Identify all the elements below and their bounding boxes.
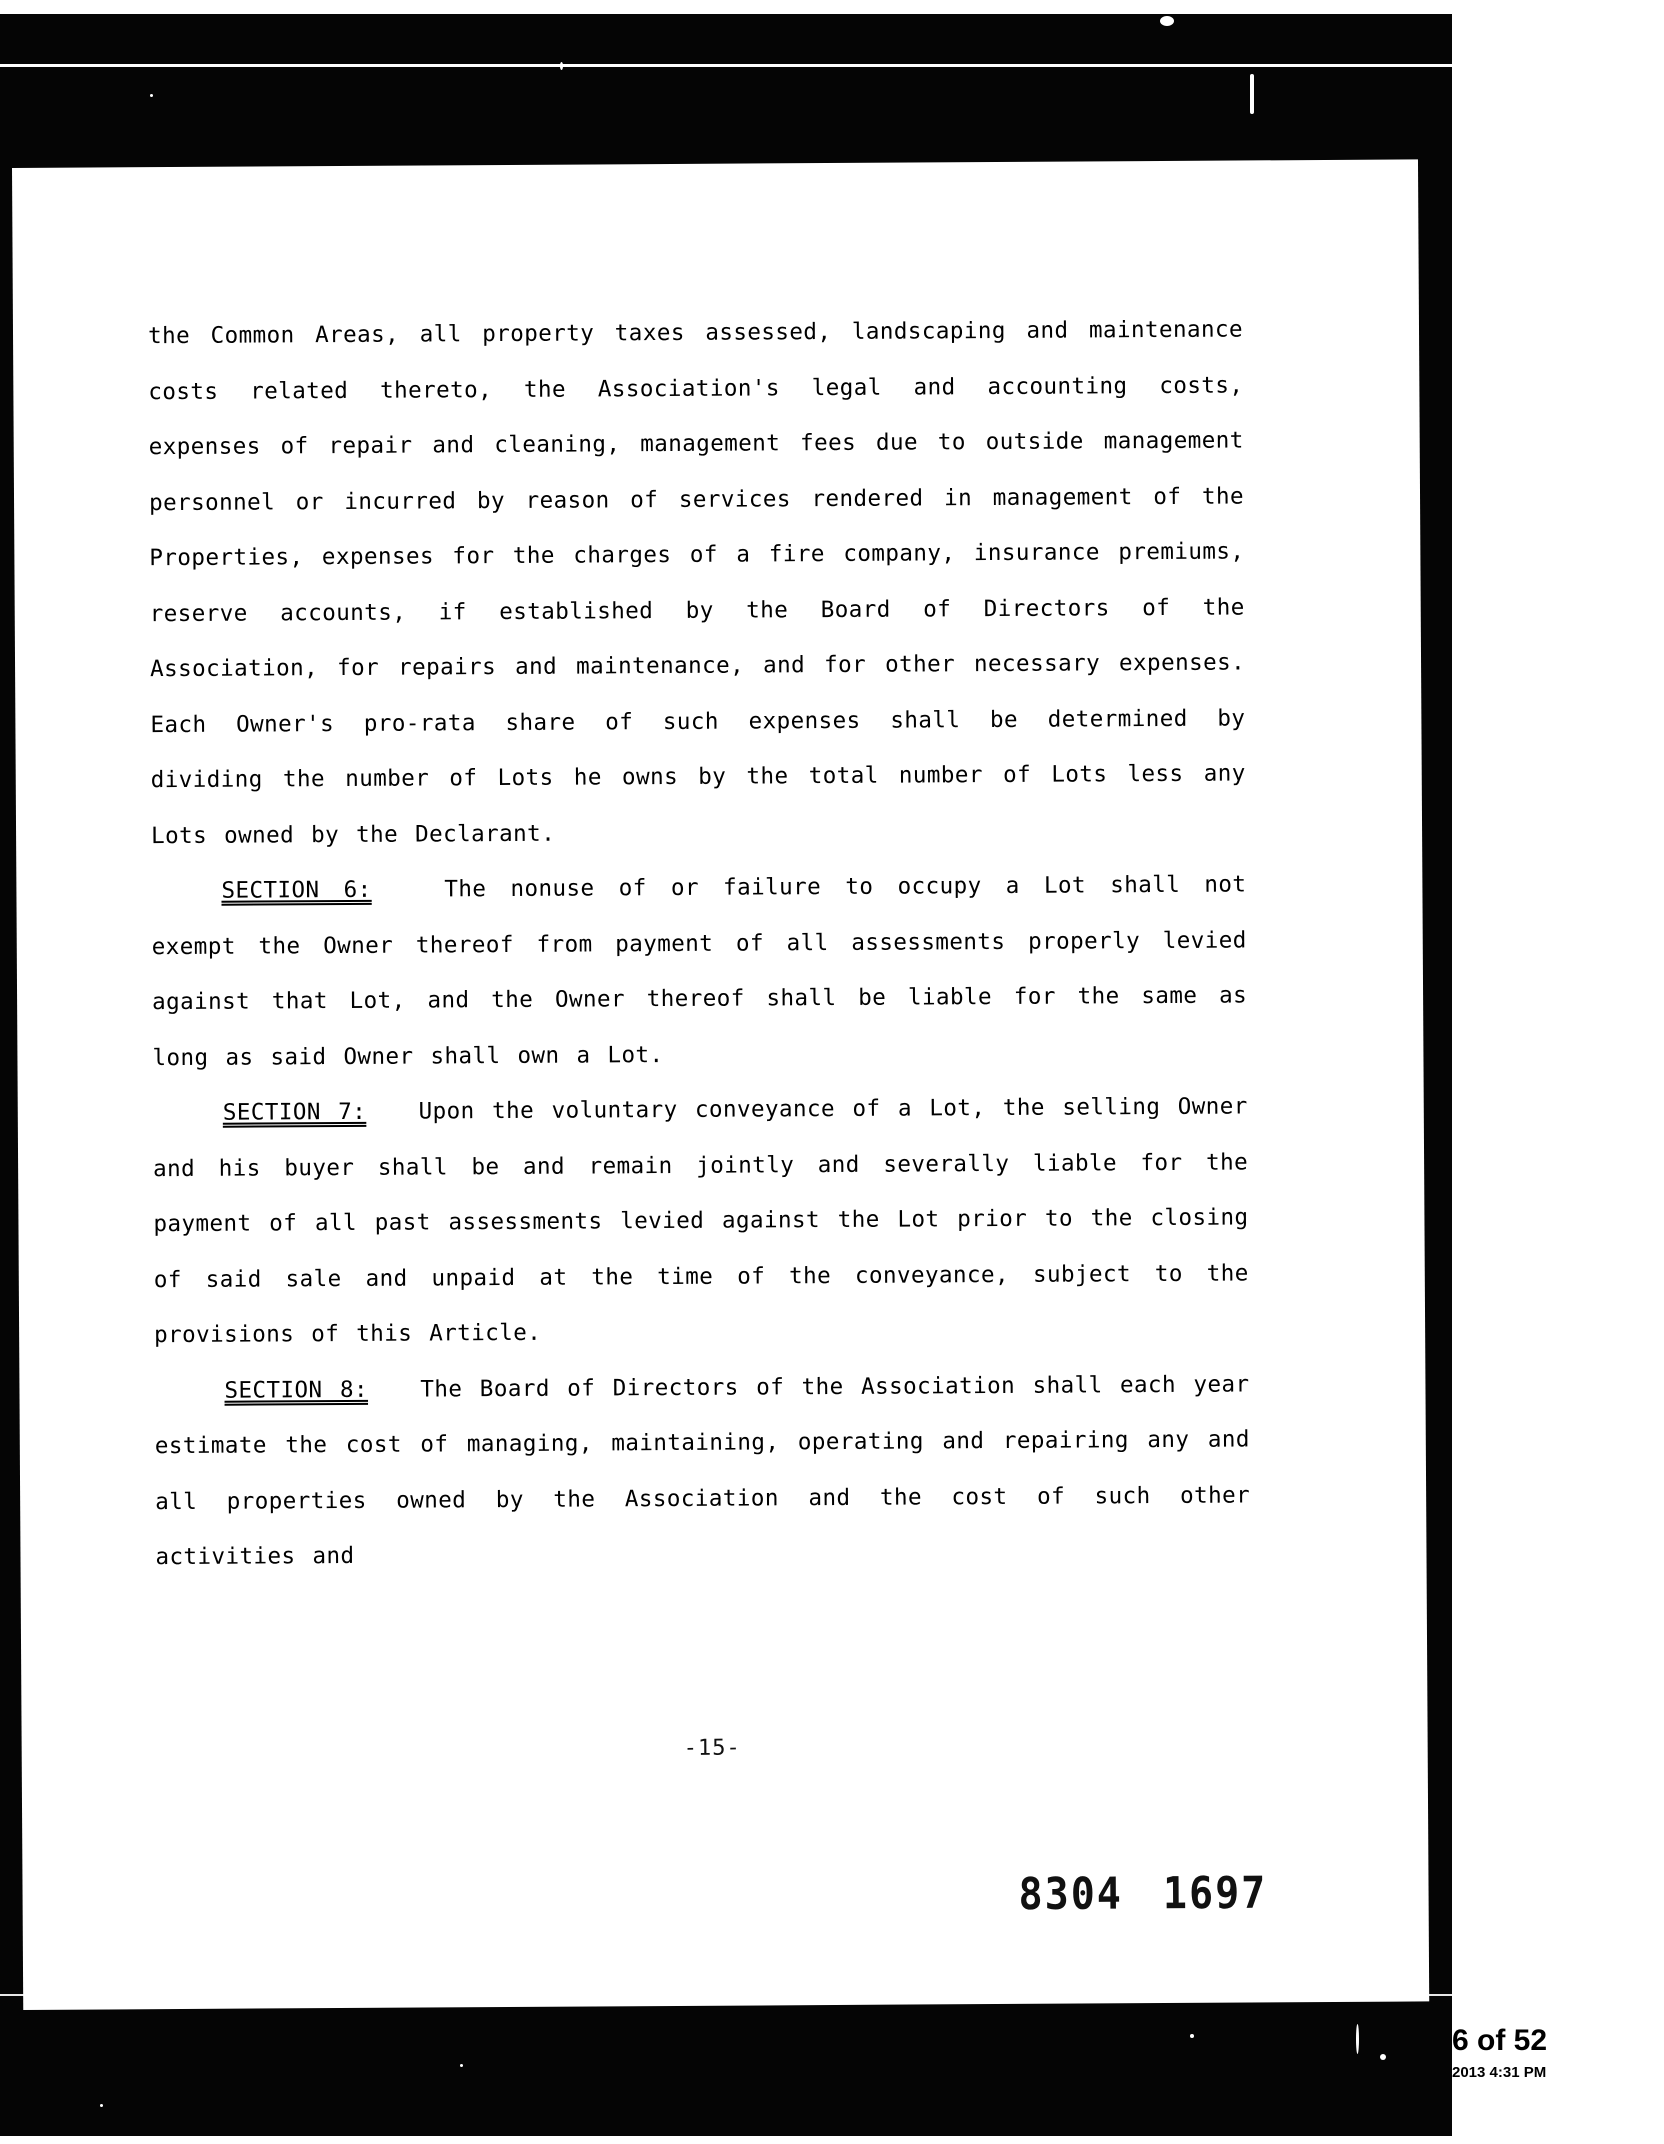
book-page-stamp: 8304 1697	[1018, 1868, 1268, 1921]
section-8-heading: SECTION 8:	[224, 1376, 369, 1404]
page-body	[148, 302, 1251, 1585]
scan-speck	[1190, 2034, 1194, 2038]
scan-speck	[460, 2064, 463, 2067]
section-6-heading: SECTION 6:	[221, 876, 372, 904]
scan-speck	[150, 94, 153, 97]
scan-speck	[560, 62, 563, 70]
section-7-heading: SECTION 7:	[222, 1098, 367, 1126]
page-counter: 6 of 52	[1452, 2024, 1548, 2057]
scan-speck	[100, 2104, 103, 2107]
section-6-text: The nonuse of or failure to occupy a Lot shall not exempt the Owner thereof from payment of all assessments properly levied against that Lot, and the Owner thereof shall be liable for the same as long as said Owner shall own a Lot.	[151, 871, 1248, 1071]
top-rule	[0, 64, 1452, 67]
scan-speck	[1380, 2054, 1386, 2060]
paragraph-section-8	[154, 1357, 1250, 1586]
print-timestamp: 2013 4:31 PM	[1452, 2064, 1547, 2081]
page-number: -15-	[683, 1735, 741, 1761]
viewer-margin	[1452, 0, 1664, 2144]
scan-speck	[1250, 74, 1254, 114]
section-7-text: Upon the voluntary conveyance of a Lot, the selling Owner and his buyer shall be and remain jointly and severally liable for the payment of all past assessments levied against the Lot prior to the closing of said sale and unpaid at the time of the conveyance, subject to the provisions of this Article.	[153, 1093, 1249, 1349]
paragraph-section-7	[153, 1079, 1250, 1363]
paragraph-section-6	[151, 857, 1247, 1086]
section-8-text: The Board of Directors of the Association shall each year estimate the cost of managing, maintaining, operating and repairing any and all properties owned by the Association and the cost of such other activities and	[154, 1370, 1251, 1571]
scanned-page	[12, 159, 1429, 2010]
paragraph-continuation: the Common Areas, all property taxes assessed, landscaping and maintenance costs related thereto, the Association's legal and accounting costs, expenses of repair and cleaning, management fees due to outside management personnel or incurred by reason of services rendered in management of the Properties, expenses for the charges of a fire company, insurance premiums, reserve accounts, if established by the Board of Directors of the Association, for repairs and maintenance, and for other necessary expenses. Each Owner's pro-rata share of such expenses shall be determined by dividing the number of Lots he owns by the total number of Lots less any Lots owned by the Declarant.	[147, 316, 1246, 849]
scan-speck	[1160, 16, 1174, 26]
scan-speck	[1356, 2024, 1359, 2054]
